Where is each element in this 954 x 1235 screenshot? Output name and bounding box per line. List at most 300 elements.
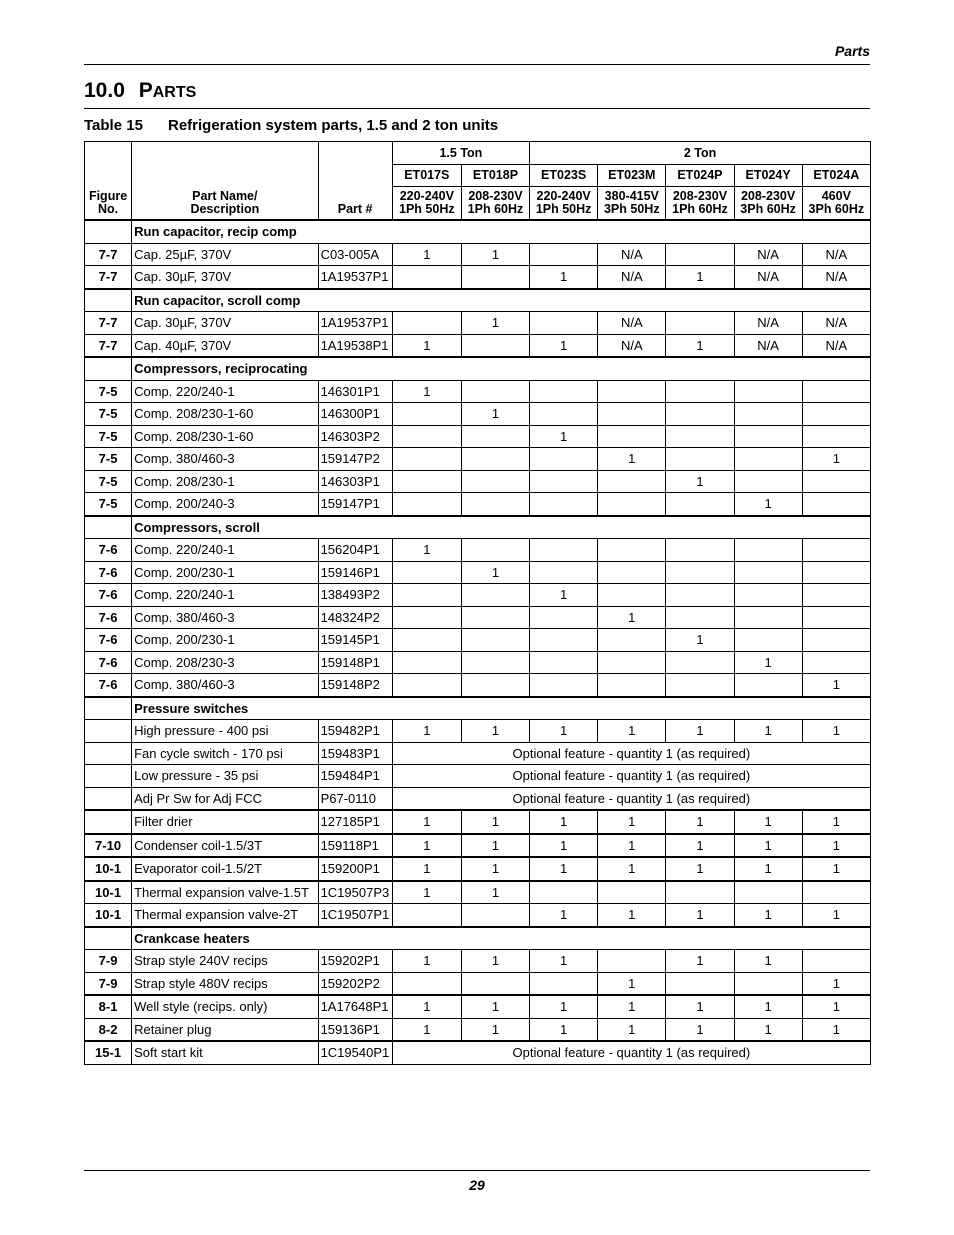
quantity-cell	[392, 312, 461, 335]
quantity-cell: N/A	[802, 334, 870, 357]
quantity-cell: 1	[734, 720, 802, 743]
voltage-line: 208-230V	[672, 189, 728, 203]
part-name-cell: Thermal expansion valve-2T	[132, 904, 318, 927]
figure-cell	[85, 516, 132, 539]
quantity-cell	[598, 584, 666, 607]
quantity-cell: 1	[802, 1018, 870, 1041]
quantity-cell: 1	[392, 1018, 461, 1041]
model-header: ET024Y	[734, 164, 802, 187]
model-header: ET024P	[666, 164, 734, 187]
part-name-cell: Comp. 200/240-3	[132, 493, 318, 516]
voltage-header	[598, 187, 666, 221]
quantity-cell	[530, 651, 598, 674]
figure-cell	[85, 927, 132, 950]
table-row	[85, 857, 871, 881]
quantity-cell: 1	[734, 493, 802, 516]
quantity-cell	[530, 470, 598, 493]
voltage-header	[461, 187, 529, 221]
part-number-cell: 148324P2	[318, 606, 392, 629]
quantity-cell: 1	[734, 950, 802, 973]
quantity-cell: N/A	[734, 334, 802, 357]
quantity-cell	[461, 380, 529, 403]
quantity-cell	[530, 380, 598, 403]
quantity-cell	[598, 539, 666, 562]
part-number-cell: 1C19540P1	[318, 1041, 392, 1064]
quantity-cell: 1	[598, 972, 666, 995]
section-title	[84, 79, 196, 103]
part-name-cell: Comp. 200/230-1	[132, 629, 318, 652]
quantity-cell	[392, 629, 461, 652]
phase-line: 3Ph 50Hz	[603, 202, 660, 216]
part-name-cell: High pressure - 400 psi	[132, 720, 318, 743]
quantity-cell	[392, 266, 461, 289]
table-row	[85, 425, 871, 448]
quantity-cell: 1	[461, 403, 529, 426]
quantity-cell: 1	[392, 810, 461, 834]
figure-cell: 7-10	[85, 834, 132, 858]
part-number-cell: 159484P1	[318, 765, 392, 788]
quantity-cell	[392, 425, 461, 448]
part-number-cell: 159483P1	[318, 742, 392, 765]
voltage-line: 220-240V	[399, 189, 454, 203]
part-number-cell: 159145P1	[318, 629, 392, 652]
figure-cell: 7-9	[85, 950, 132, 973]
part-name-cell: Comp. 208/230-1-60	[132, 425, 318, 448]
part-number-cell: 156204P1	[318, 539, 392, 562]
quantity-cell	[802, 539, 870, 562]
table-row	[85, 834, 871, 858]
quantity-cell: 1	[530, 857, 598, 881]
quantity-cell	[666, 448, 734, 471]
figure-cell	[85, 697, 132, 720]
optional-note-cell: Optional feature - quantity 1 (as required)	[392, 1041, 870, 1064]
quantity-cell: 1	[598, 857, 666, 881]
part-name-cell: Cap. 30µF, 370V	[132, 312, 318, 335]
quantity-cell: N/A	[598, 266, 666, 289]
quantity-cell	[461, 539, 529, 562]
quantity-cell	[392, 470, 461, 493]
quantity-cell	[598, 380, 666, 403]
part-number-cell: 146303P1	[318, 470, 392, 493]
quantity-cell: N/A	[802, 312, 870, 335]
quantity-cell: 1	[392, 334, 461, 357]
table-row	[85, 881, 871, 904]
figure-cell: 7-6	[85, 561, 132, 584]
quantity-cell	[666, 243, 734, 266]
col-header-part	[318, 142, 392, 221]
table-row	[85, 493, 871, 516]
quantity-cell: 1	[598, 810, 666, 834]
quantity-cell: N/A	[734, 266, 802, 289]
part-name-cell: Comp. 200/230-1	[132, 561, 318, 584]
part-number-cell: 1A19538P1	[318, 334, 392, 357]
quantity-cell: 1	[461, 834, 529, 858]
section-row	[85, 697, 871, 720]
section-row	[85, 357, 871, 380]
figure-cell: 10-1	[85, 881, 132, 904]
part-name-cell: Comp. 380/460-3	[132, 606, 318, 629]
section-title-cell: Compressors, scroll	[132, 516, 871, 539]
quantity-cell	[734, 972, 802, 995]
model-header: ET018P	[461, 164, 529, 187]
table-label: Table 15	[84, 117, 143, 134]
model-header: ET017S	[392, 164, 461, 187]
quantity-cell: 1	[461, 810, 529, 834]
quantity-cell	[392, 972, 461, 995]
phase-line: 3Ph 60Hz	[808, 202, 865, 216]
part-name-cell: Fan cycle switch - 170 psi	[132, 742, 318, 765]
quantity-cell: 1	[734, 834, 802, 858]
part-number-cell: 159147P1	[318, 493, 392, 516]
voltage-line: 220-240V	[536, 189, 591, 203]
part-number-cell: 1A19537P1	[318, 266, 392, 289]
quantity-cell	[734, 881, 802, 904]
quantity-cell: 1	[598, 995, 666, 1018]
quantity-cell: 1	[530, 1018, 598, 1041]
part-name-cell: Retainer plug	[132, 1018, 318, 1041]
voltage-header	[666, 187, 734, 221]
quantity-cell	[666, 539, 734, 562]
quantity-cell	[666, 584, 734, 607]
phase-line: 1Ph 60Hz	[467, 202, 524, 216]
quantity-cell	[666, 972, 734, 995]
voltage-header	[530, 187, 598, 221]
table-row	[85, 470, 871, 493]
part-name-cell: Condenser coil-1.5/3T	[132, 834, 318, 858]
figure-cell: 7-5	[85, 380, 132, 403]
col-header-figure	[85, 142, 132, 221]
quantity-cell: 1	[666, 629, 734, 652]
quantity-cell	[802, 651, 870, 674]
optional-note-cell: Optional feature - quantity 1 (as required)	[392, 742, 870, 765]
quantity-cell: 1	[598, 1018, 666, 1041]
quantity-cell: 1	[734, 857, 802, 881]
quantity-cell	[461, 972, 529, 995]
quantity-cell	[530, 243, 598, 266]
table-row	[85, 561, 871, 584]
quantity-cell: 1	[530, 334, 598, 357]
footer-rule	[84, 1170, 870, 1171]
quantity-cell	[802, 380, 870, 403]
col-header-figure-line2: No.	[97, 202, 119, 216]
voltage-line: 208-230V	[468, 189, 523, 203]
title-rule	[84, 108, 870, 109]
part-number-cell: 159148P2	[318, 674, 392, 697]
quantity-cell: N/A	[598, 334, 666, 357]
figure-cell: 7-9	[85, 972, 132, 995]
table-row	[85, 950, 871, 973]
table-row	[85, 651, 871, 674]
quantity-cell: N/A	[802, 243, 870, 266]
quantity-cell	[392, 561, 461, 584]
quantity-cell: 1	[734, 810, 802, 834]
col-header-name-line1: Part Name/	[192, 189, 258, 203]
part-name-cell: Strap style 480V recips	[132, 972, 318, 995]
quantity-cell: 1	[666, 950, 734, 973]
section-title-cell: Run capacitor, recip comp	[132, 220, 871, 243]
quantity-cell	[734, 403, 802, 426]
figure-cell: 7-6	[85, 629, 132, 652]
quantity-cell: 1	[802, 834, 870, 858]
model-header: ET024A	[802, 164, 870, 187]
table-row	[85, 403, 871, 426]
quantity-cell: 1	[461, 1018, 529, 1041]
quantity-cell: 1	[461, 881, 529, 904]
part-number-cell: 159200P1	[318, 857, 392, 881]
quantity-cell: 1	[666, 1018, 734, 1041]
part-number-cell: 146301P1	[318, 380, 392, 403]
section-number: 10.0	[84, 79, 125, 102]
quantity-cell	[461, 651, 529, 674]
quantity-cell	[598, 403, 666, 426]
quantity-cell	[530, 972, 598, 995]
quantity-cell: 1	[530, 584, 598, 607]
quantity-cell	[392, 493, 461, 516]
part-name-cell: Comp. 220/240-1	[132, 380, 318, 403]
quantity-cell	[598, 561, 666, 584]
voltage-line: 460V	[821, 189, 851, 203]
part-number-cell: 1C19507P3	[318, 881, 392, 904]
quantity-cell	[734, 584, 802, 607]
table-row	[85, 720, 871, 743]
quantity-cell	[598, 629, 666, 652]
table-row	[85, 742, 871, 765]
figure-cell	[85, 787, 132, 810]
quantity-cell: 1	[666, 995, 734, 1018]
voltage-header	[392, 187, 461, 221]
quantity-cell: 1	[461, 312, 529, 335]
quantity-cell: 1	[392, 950, 461, 973]
quantity-cell: N/A	[734, 243, 802, 266]
group-header-1-5-ton: 1.5 Ton	[392, 142, 529, 165]
table-row	[85, 243, 871, 266]
quantity-cell: 1	[461, 857, 529, 881]
quantity-cell	[734, 561, 802, 584]
quantity-cell	[461, 493, 529, 516]
part-number-cell: 159202P2	[318, 972, 392, 995]
figure-cell: 8-2	[85, 1018, 132, 1041]
figure-cell: 7-6	[85, 606, 132, 629]
phase-line: 1Ph 60Hz	[672, 202, 728, 216]
quantity-cell: 1	[802, 972, 870, 995]
table-row	[85, 312, 871, 335]
quantity-cell	[802, 584, 870, 607]
running-header: Parts	[834, 43, 870, 59]
quantity-cell: 1	[666, 334, 734, 357]
quantity-cell: 1	[666, 266, 734, 289]
voltage-line: 208-230V	[740, 189, 796, 203]
part-name-cell: Comp. 220/240-1	[132, 539, 318, 562]
part-number-cell: 159202P1	[318, 950, 392, 973]
quantity-cell	[530, 448, 598, 471]
quantity-cell	[461, 606, 529, 629]
section-title-cell: Compressors, reciprocating	[132, 357, 871, 380]
table-row	[85, 448, 871, 471]
part-number-cell: 146303P2	[318, 425, 392, 448]
section-title-cell: Pressure switches	[132, 697, 871, 720]
phase-line: 1Ph 50Hz	[535, 202, 592, 216]
part-number-cell: 159118P1	[318, 834, 392, 858]
quantity-cell	[734, 425, 802, 448]
optional-note-cell: Optional feature - quantity 1 (as required)	[392, 765, 870, 788]
quantity-cell	[734, 380, 802, 403]
figure-cell: 10-1	[85, 857, 132, 881]
quantity-cell	[802, 561, 870, 584]
phase-line: 1Ph 50Hz	[399, 202, 455, 216]
quantity-cell: 1	[392, 857, 461, 881]
quantity-cell	[461, 470, 529, 493]
table-row	[85, 606, 871, 629]
table-row	[85, 584, 871, 607]
quantity-cell	[392, 403, 461, 426]
quantity-cell: N/A	[598, 312, 666, 335]
figure-cell	[85, 765, 132, 788]
figure-cell: 7-5	[85, 493, 132, 516]
part-name-cell: Comp. 208/230-3	[132, 651, 318, 674]
col-header-name-line2: Description	[190, 202, 260, 216]
figure-cell: 7-5	[85, 470, 132, 493]
part-number-cell: 1A17648P1	[318, 995, 392, 1018]
quantity-cell: 1	[598, 834, 666, 858]
figure-cell: 7-7	[85, 266, 132, 289]
quantity-cell	[461, 584, 529, 607]
quantity-cell: 1	[530, 266, 598, 289]
quantity-cell: 1	[530, 904, 598, 927]
part-number-cell: 138493P2	[318, 584, 392, 607]
table-row	[85, 995, 871, 1018]
section-row	[85, 516, 871, 539]
section-title-cell: Crankcase heaters	[132, 927, 871, 950]
quantity-cell	[734, 539, 802, 562]
quantity-cell	[666, 403, 734, 426]
part-number-cell: 159146P1	[318, 561, 392, 584]
quantity-cell: 1	[734, 1018, 802, 1041]
title-first-letter: P	[138, 79, 153, 102]
quantity-cell: 1	[530, 950, 598, 973]
parts-table	[84, 141, 871, 1065]
figure-cell	[85, 289, 132, 312]
quantity-cell: 1	[392, 834, 461, 858]
quantity-cell	[734, 674, 802, 697]
table-row	[85, 810, 871, 834]
quantity-cell: 1	[734, 651, 802, 674]
quantity-cell	[802, 493, 870, 516]
quantity-cell: 1	[734, 904, 802, 927]
quantity-cell: 1	[392, 539, 461, 562]
quantity-cell	[461, 629, 529, 652]
quantity-cell	[530, 561, 598, 584]
section-row	[85, 927, 871, 950]
quantity-cell: 1	[734, 995, 802, 1018]
quantity-cell: 1	[666, 720, 734, 743]
figure-cell: 10-1	[85, 904, 132, 927]
table-row	[85, 539, 871, 562]
figure-cell: 7-5	[85, 425, 132, 448]
section-row	[85, 220, 871, 243]
quantity-cell: 1	[802, 810, 870, 834]
quantity-cell: N/A	[734, 312, 802, 335]
quantity-cell	[530, 312, 598, 335]
part-number-cell: 1C19507P1	[318, 904, 392, 927]
quantity-cell	[802, 950, 870, 973]
quantity-cell: 1	[530, 995, 598, 1018]
table-row	[85, 629, 871, 652]
part-name-cell: Comp. 380/460-3	[132, 674, 318, 697]
quantity-cell: 1	[598, 904, 666, 927]
part-name-cell: Cap. 25µF, 370V	[132, 243, 318, 266]
quantity-cell	[461, 266, 529, 289]
figure-cell: 7-7	[85, 334, 132, 357]
quantity-cell	[734, 629, 802, 652]
part-name-cell: Comp. 208/230-1	[132, 470, 318, 493]
table-body	[85, 220, 871, 1064]
table-row	[85, 1018, 871, 1041]
optional-note-cell: Optional feature - quantity 1 (as required)	[392, 787, 870, 810]
quantity-cell: 1	[461, 995, 529, 1018]
quantity-cell: 1	[392, 881, 461, 904]
quantity-cell	[461, 425, 529, 448]
quantity-cell: 1	[530, 810, 598, 834]
quantity-cell	[530, 539, 598, 562]
quantity-cell	[802, 470, 870, 493]
quantity-cell	[802, 425, 870, 448]
quantity-cell	[666, 312, 734, 335]
quantity-cell: 1	[392, 380, 461, 403]
quantity-cell: N/A	[598, 243, 666, 266]
part-name-cell: Soft start kit	[132, 1041, 318, 1064]
figure-cell	[85, 742, 132, 765]
quantity-cell	[392, 606, 461, 629]
quantity-cell: 1	[530, 425, 598, 448]
quantity-cell	[598, 493, 666, 516]
figure-cell: 7-6	[85, 584, 132, 607]
quantity-cell	[392, 674, 461, 697]
part-name-cell: Evaporator coil-1.5/2T	[132, 857, 318, 881]
part-name-cell: Strap style 240V recips	[132, 950, 318, 973]
quantity-cell: 1	[802, 904, 870, 927]
quantity-cell: 1	[666, 834, 734, 858]
quantity-cell	[530, 493, 598, 516]
quantity-cell: 1	[802, 674, 870, 697]
part-number-cell: 159148P1	[318, 651, 392, 674]
quantity-cell: 1	[461, 243, 529, 266]
quantity-cell	[734, 470, 802, 493]
quantity-cell	[461, 674, 529, 697]
quantity-cell	[666, 493, 734, 516]
header-rule	[84, 64, 870, 65]
group-header-2-ton: 2 Ton	[530, 142, 871, 165]
phase-line: 3Ph 60Hz	[740, 202, 796, 216]
table-row	[85, 904, 871, 927]
figure-cell	[85, 810, 132, 834]
quantity-cell	[666, 425, 734, 448]
part-number-cell: 127185P1	[318, 810, 392, 834]
table-row	[85, 765, 871, 788]
quantity-cell	[461, 448, 529, 471]
part-name-cell: Comp. 220/240-1	[132, 584, 318, 607]
table-row	[85, 266, 871, 289]
quantity-cell: 1	[598, 720, 666, 743]
quantity-cell	[666, 380, 734, 403]
quantity-cell	[598, 425, 666, 448]
quantity-cell: 1	[461, 950, 529, 973]
figure-cell: 7-5	[85, 403, 132, 426]
table-row	[85, 972, 871, 995]
table-row	[85, 334, 871, 357]
table-caption-text: Refrigeration system parts, 1.5 and 2 ton units	[168, 117, 499, 134]
part-name-cell: Comp. 208/230-1-60	[132, 403, 318, 426]
part-name-cell: Well style (recips. only)	[132, 995, 318, 1018]
